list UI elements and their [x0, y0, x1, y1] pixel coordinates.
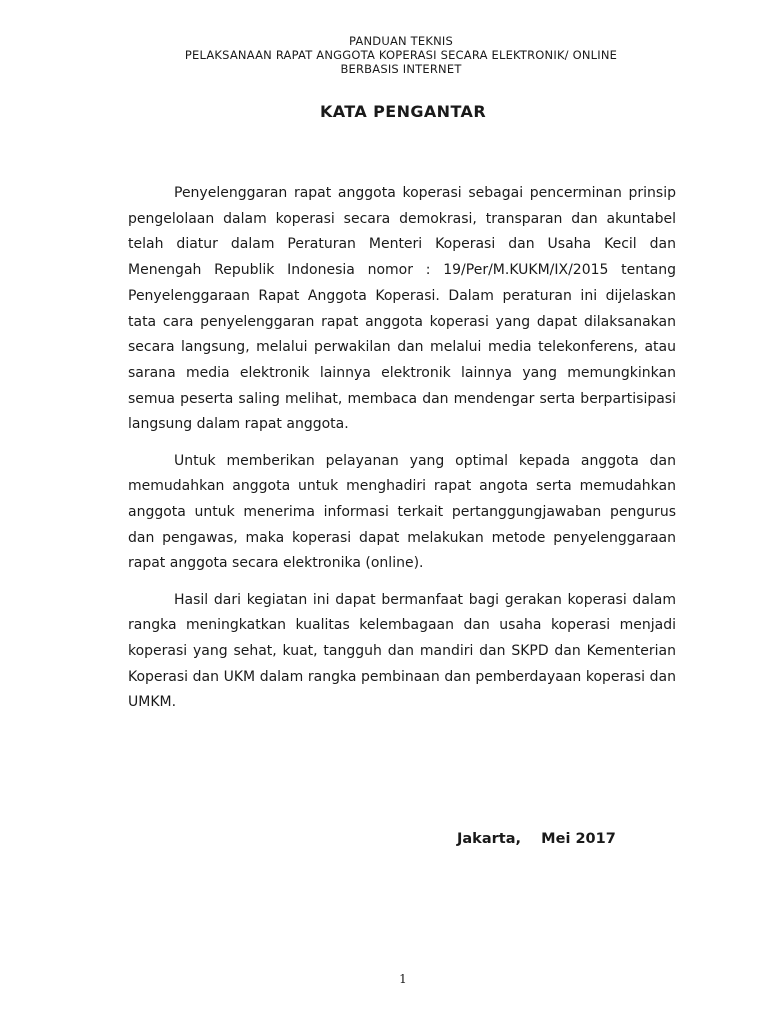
header-line-1: PANDUAN TEKNIS — [349, 34, 453, 48]
signature-place-date: Jakarta, Mei 2017 — [457, 831, 616, 847]
header-line-3: BERBASIS INTERNET — [340, 62, 462, 76]
page-title: KATA PENGANTAR — [319, 102, 487, 121]
document-header — [0, 34, 768, 76]
paragraph-2: Untuk memberikan pelayanan yang optimal kepada anggota dan memudahkan anggota untuk menghadiri rapat angota serta memudahkan anggota untuk menerima informasi terkait pertanggungjawaban pengurus dan pengawas, maka koperasi dapat melakukan metode penyelenggaraan rapat anggota secara elektronika (online). — [128, 452, 676, 572]
page-number: 1 — [399, 972, 407, 986]
body-text — [128, 181, 676, 727]
header-line-2: PELAKSANAAN RAPAT ANGGOTA KOPERASI SECARA ELEKTRONIK/ ONLINE — [184, 48, 618, 62]
paragraph-3: Hasil dari kegiatan ini dapat bermanfaat bagi gerakan koperasi dalam rangka meningkatkan kualitas kelembagaan dan usaha koperasi menjadi koperasi yang sehat, kuat, tangguh dan mandiri dan SKPD dan Kementerian Koperasi dan UKM dalam rangka pembinaan dan pemberdayaan koperasi dan UMKM. — [128, 591, 676, 711]
paragraph-1: Penyelenggaran rapat anggota koperasi sebagai pencerminan prinsip pengelolaan dalam koperasi secara demokrasi, transparan dan akuntabel telah diatur dalam Peraturan Menteri Koperasi dan Usaha Kecil dan Menengah Republik Indonesia nomor : 19/Per/M.KUKM/IX/2015 tentang Penyelenggaraan Rapat Anggota Koperasi. Dalam peraturan ini dijelaskan tata cara penyelenggaran rapat anggota koperasi yang dapat dilaksanakan secara langsung, melalui perwakilan dan melalui media telekonferens, atau sarana media elektronik lainnya elektronik lainnya yang memungkinkan semua peserta saling melihat, membaca dan mendengar serta berpartisipasi langsung dalam rapat anggota. — [128, 185, 676, 433]
